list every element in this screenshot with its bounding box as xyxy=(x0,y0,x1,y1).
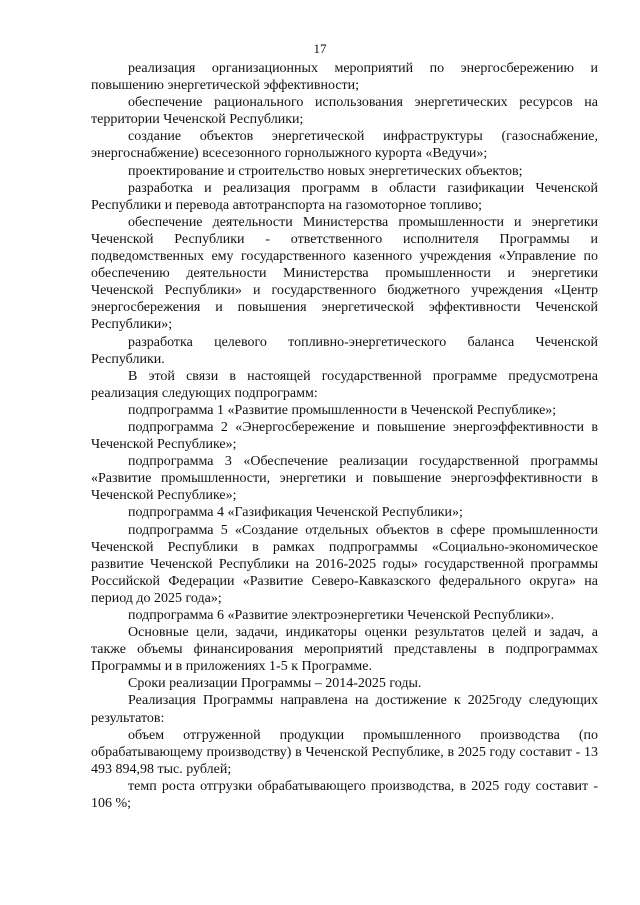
paragraph: подпрограмма 2 «Энергосбережение и повышение энергоэффективности в Чеченской Республике»; xyxy=(91,419,598,453)
paragraph: темп роста отгрузки обрабатывающего производства, в 2025 году составит - 106 %; xyxy=(91,778,598,812)
paragraph: разработка целевого топливно-энергетического баланса Чеченской Республики. xyxy=(91,334,598,367)
paragraph: Основные цели, задачи, индикаторы оценки результатов целей и задач, а также объемы финансирования мероприятий представлены в подпрограммах Программы и в приложениях 1-5 к Программе. xyxy=(91,625,598,675)
paragraph: подпрограмма 4 «Газификация Чеченской Республики»; xyxy=(128,505,463,521)
paragraph: В этой связи в настоящей государственной программе предусмотрена реализация следующих подпрограмм: xyxy=(91,368,598,401)
paragraph: подпрограмма 6 «Развитие электроэнергетики Чеченской Республики». xyxy=(128,608,555,623)
paragraph: проектирование и строительство новых энергетических объектов; xyxy=(128,163,523,179)
paragraph: создание объектов энергетической инфраструктуры (газоснабжение, энергоснабжение) всесезонного горнолыжного курорта «Ведучи»; xyxy=(91,129,598,162)
paragraph: Реализация Программы направлена на достижение к 2025году следующих результатов: xyxy=(91,693,598,726)
paragraph: подпрограмма 5 «Создание отдельных объектов в сфере промышленности Чеченской Республики в рамках подпрограммы «Социально-экономическое развитие Чеченской Республики на 2016-2025 годы» государственной программы Российской Федерации «Развитие Северо-Кавказского федерального округа» на период до 2025 года»; xyxy=(91,522,598,606)
paragraph: подпрограмма 1 «Развитие промышленности в Чеченской Республике»; xyxy=(128,402,557,418)
paragraph: обеспечение деятельности Министерства промышленности и энергетики Чеченской Республики - ответственного исполнителя Программы и подведомственных ему государственного казенного учреждения «Управление по обеспечению деятельности Министерства промышленности и энергетики Чеченской Республики» и государственного бюджетного учреждения «Центр энергосбережения и повышения энергетической эффективности Чеченской Республики»; xyxy=(91,214,598,333)
paragraph: Сроки реализации Программы – 2014-2025 годы. xyxy=(128,676,422,692)
body-text xyxy=(91,60,598,812)
paragraph: разработка и реализация программ в области газификации Чеченской Республики и перевода автотранспорта на газомоторное топливо; xyxy=(91,180,598,213)
paragraph: реализация организационных мероприятий по энергосбережению и повышению энергетической эффективности; xyxy=(91,61,598,94)
page-number: 17 xyxy=(313,41,327,56)
paragraph: подпрограмма 3 «Обеспечение реализации государственной программы «Развитие промышленности, энергетики и повышение энергоэффективности в Чеченской Республике»; xyxy=(91,454,598,504)
paragraph: обеспечение рационального использования энергетических ресурсов на территории Чеченской Республики; xyxy=(91,95,598,128)
paragraph: объем отгруженной продукции промышленного производства (по обрабатывающему производству) в Чеченской Республике, в 2025 году составит - 13 493 894,98 тыс. рублей; xyxy=(91,727,598,777)
